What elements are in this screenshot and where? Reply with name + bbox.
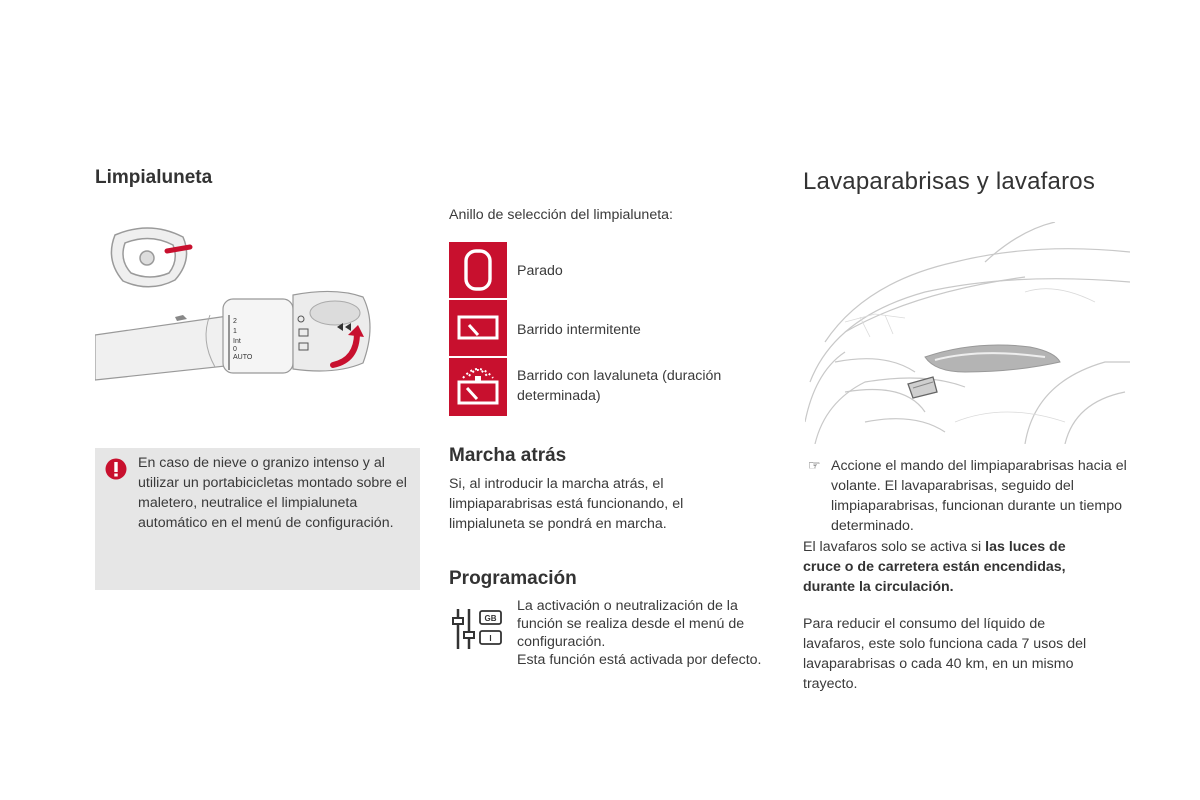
ring-intro-text: Anillo de selección del limpialuneta: [449,207,673,223]
warning-box [95,448,420,590]
programming-text [517,597,767,669]
bullet-icon: ☞ [808,458,821,474]
wash-wipe-icon [449,358,507,416]
warning-icon [105,457,127,481]
position-label-2: Barrido intermitente [517,322,641,338]
section-heading-limpialuneta: Limpialuneta [95,167,213,188]
wiper-stalk-illustration [95,215,385,385]
stalk-label-1: 1 [233,328,237,335]
consumption-text: Para reducir el consumo del líquido de lavafaros, este solo funciona cada 7 usos del lavaparabrisas o cada 40 km, en un mismo trayecto. [803,616,1087,692]
programming-text-2: Esta función está activada por defecto. [517,652,762,668]
headlamp-note [803,537,1103,597]
position-icon-box-2 [449,300,507,356]
headlamp-note-bold: las luces de cruce o de carretera están encendidas, durante la circulación. [803,539,1066,595]
settings-sliders-icon [449,603,505,655]
section-heading-washer: Lavaparabrisas y lavafaros [803,168,1096,195]
position-label-1: Parado [517,263,563,279]
position-label-3: Barrido con lavaluneta (duración determinada) [517,368,722,404]
section-heading-reverse: Marcha atrás [449,445,567,466]
stalk-label-0: 0 [233,346,237,353]
reverse-text: Si, al introducir la marcha atrás, el limpiaparabrisas está funcionando, el limpialuneta se pondrá en marcha. [449,476,684,532]
section-heading-programming: Programación [449,568,577,589]
bullet-text: Accione el mando del limpiaparabrisas hacia el volante. El lavaparabrisas, seguido del limpiaparabrisas, funcionan durante un tiempo determinado. [831,458,1127,534]
position-icon-box-3 [449,358,507,416]
steering-wheel-icon [111,228,186,287]
warning-text: En caso de nieve o granizo intenso y al utilizar un portabicicletas montado sobre el maletero, neutralice el limpialuneta automático en el menú de configuración. [138,455,407,531]
car-headlamp-illustration [805,222,1130,444]
stalk-label-auto: AUTO [233,354,253,361]
info-i-label: I [489,634,492,643]
intermittent-wipe-icon [449,300,507,356]
position-icon-box-1 [449,242,507,298]
stalk-label-2: 2 [233,318,237,325]
programming-text-1: La activación o neutralización de la función se realiza desde el menú de configuración. [517,598,745,650]
zero-position-icon [449,242,507,298]
language-gb-label: GB [484,614,497,623]
headlamp-note-prefix: El lavafaros solo se activa si [803,539,986,555]
stalk-label-int: Int [233,338,241,345]
